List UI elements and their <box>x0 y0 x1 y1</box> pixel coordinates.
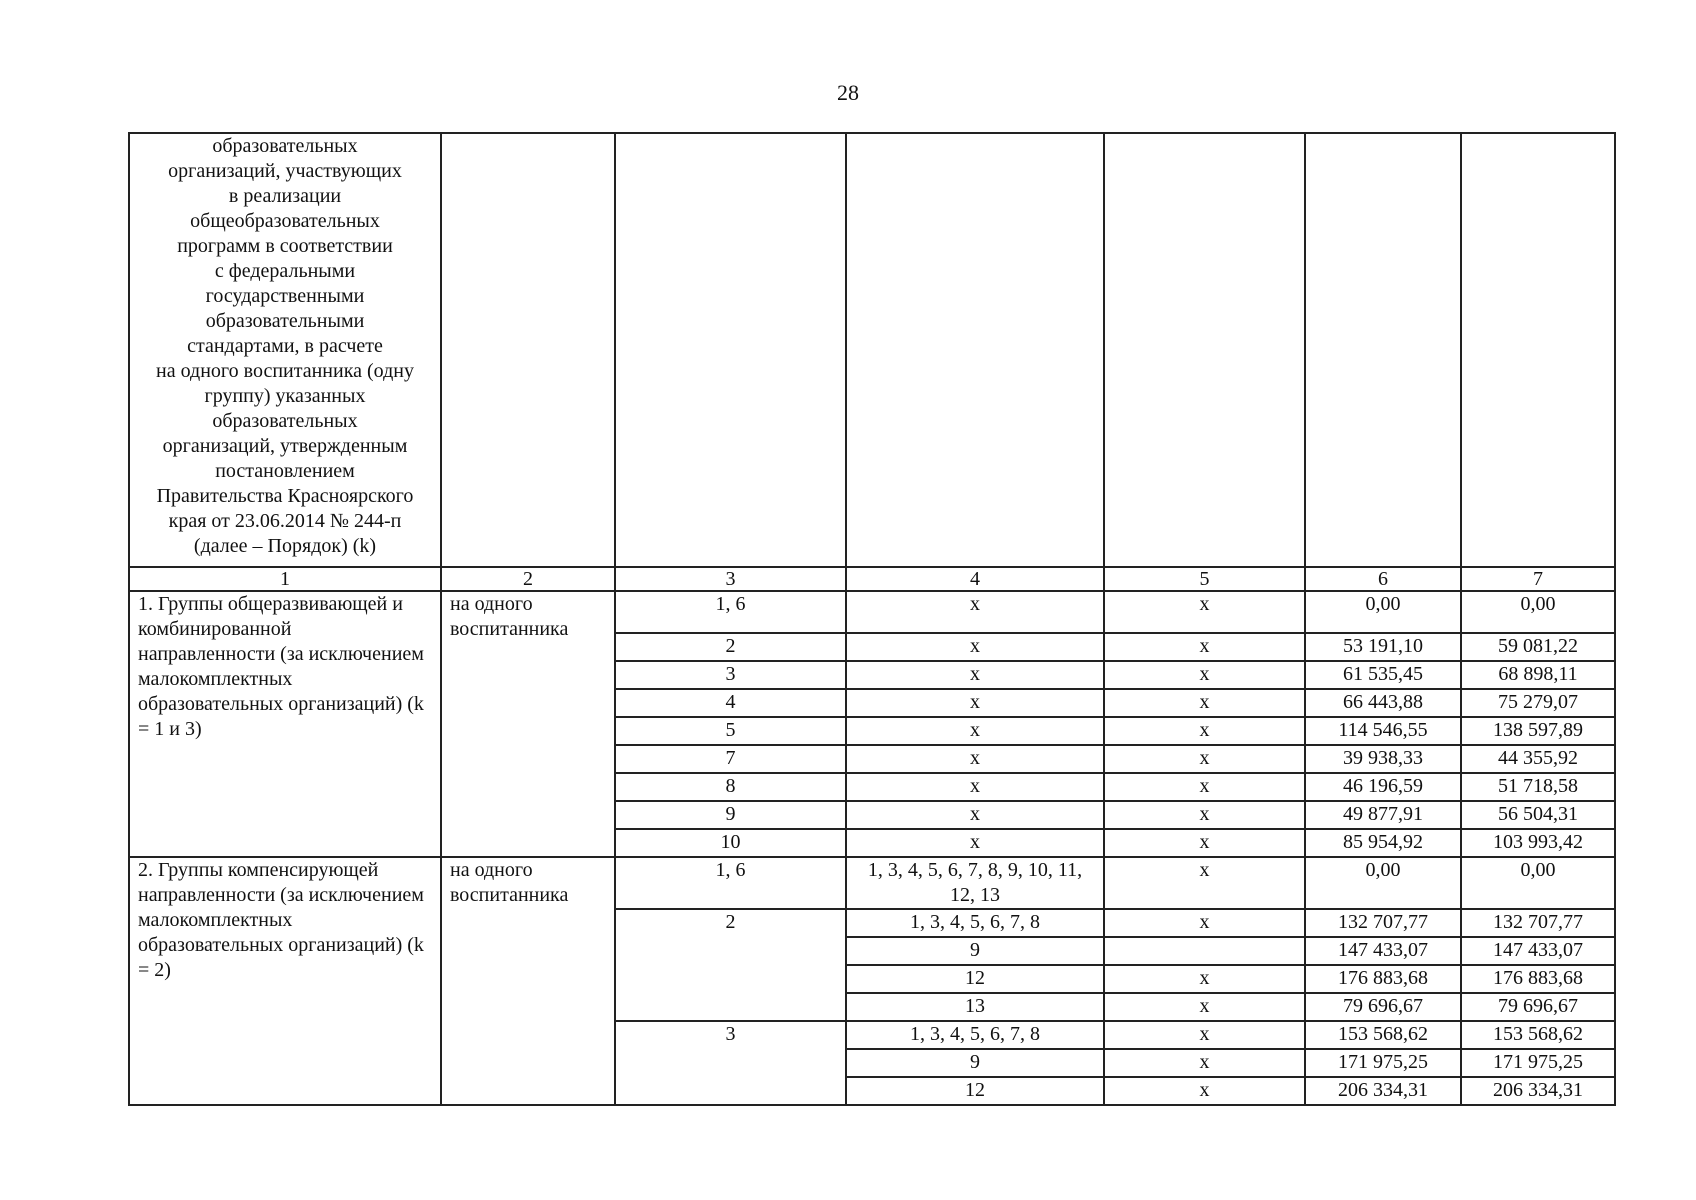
column-number: 1 <box>129 567 441 591</box>
cell-col7: 138 597,89 <box>1461 717 1615 745</box>
cell-col3: 1, 6 <box>615 857 846 909</box>
cell-col7: 0,00 <box>1461 857 1615 909</box>
cell-col4: х <box>846 689 1104 717</box>
group-1-name: 1. Группы общеразвивающей и комбинированной направленности (за исключением малокомплектных образовательных организаций) (k = 1 и 3) <box>129 591 441 857</box>
cell-col5: х <box>1104 909 1305 937</box>
tariff-table <box>128 132 1616 1106</box>
header-line: с федеральными <box>214 260 356 282</box>
cell-col4: 9 <box>846 1049 1104 1077</box>
cell-col6: 176 883,68 <box>1305 965 1461 993</box>
header-column-5 <box>1104 133 1305 567</box>
cell-col3: 8 <box>615 773 846 801</box>
cell-col5: х <box>1104 773 1305 801</box>
cell-col5: х <box>1104 1077 1305 1105</box>
cell-col7: 147 433,07 <box>1461 937 1615 965</box>
header-line: организаций, утвержденным <box>162 435 408 457</box>
column-number: 3 <box>615 567 846 591</box>
cell-col3: 5 <box>615 717 846 745</box>
column-number-row <box>129 567 1615 591</box>
cell-col5: х <box>1104 689 1305 717</box>
cell-col4: х <box>846 633 1104 661</box>
cell-col3: 10 <box>615 829 846 857</box>
cell-col4: 9 <box>846 937 1104 965</box>
cell-col5 <box>1104 937 1305 965</box>
cell-col5: х <box>1104 1049 1305 1077</box>
column-number: 6 <box>1305 567 1461 591</box>
header-column-7 <box>1461 133 1615 567</box>
column-number: 7 <box>1461 567 1615 591</box>
cell-col6: 85 954,92 <box>1305 829 1461 857</box>
cell-col4: 12 <box>846 1077 1104 1105</box>
cell-col4: х <box>846 661 1104 689</box>
cell-col5: х <box>1104 1021 1305 1049</box>
cell-col6: 114 546,55 <box>1305 717 1461 745</box>
header-column-4 <box>846 133 1104 567</box>
cell-col5: х <box>1104 591 1305 633</box>
cell-col6: 147 433,07 <box>1305 937 1461 965</box>
cell-col6: 49 877,91 <box>1305 801 1461 829</box>
cell-col4: 1, 3, 4, 5, 6, 7, 8, 9, 10, 11, 12, 13 <box>846 857 1104 909</box>
cell-col6: 66 443,88 <box>1305 689 1461 717</box>
column-number: 4 <box>846 567 1104 591</box>
cell-col6: 171 975,25 <box>1305 1049 1461 1077</box>
cell-col3: 3 <box>615 1021 846 1105</box>
cell-col6: 61 535,45 <box>1305 661 1461 689</box>
cell-col5: х <box>1104 829 1305 857</box>
cell-col7: 0,00 <box>1461 591 1615 633</box>
column-number: 5 <box>1104 567 1305 591</box>
cell-col4: х <box>846 801 1104 829</box>
column-number: 2 <box>441 567 615 591</box>
cell-col4: 1, 3, 4, 5, 6, 7, 8 <box>846 1021 1104 1049</box>
cell-col7: 171 975,25 <box>1461 1049 1615 1077</box>
cell-col3: 3 <box>615 661 846 689</box>
cell-col6: 0,00 <box>1305 857 1461 909</box>
header-line: государственными <box>205 285 365 307</box>
header-line: организаций, участвующих <box>168 160 402 182</box>
page-number: 28 <box>837 80 859 105</box>
cell-col4: 1, 3, 4, 5, 6, 7, 8 <box>846 909 1104 937</box>
header-line: (далее – Порядок) (k) <box>193 535 377 557</box>
cell-col3: 7 <box>615 745 846 773</box>
table-row <box>129 857 1615 909</box>
cell-col6: 153 568,62 <box>1305 1021 1461 1049</box>
group-1-unit: на одного воспитанника <box>441 591 615 857</box>
cell-col7: 103 993,42 <box>1461 829 1615 857</box>
cell-col5: х <box>1104 993 1305 1021</box>
cell-col5: х <box>1104 717 1305 745</box>
cell-col3: 9 <box>615 801 846 829</box>
cell-col6: 206 334,31 <box>1305 1077 1461 1105</box>
cell-col4: х <box>846 745 1104 773</box>
cell-col7: 68 898,11 <box>1461 661 1615 689</box>
cell-col3: 2 <box>615 633 846 661</box>
cell-col7: 79 696,67 <box>1461 993 1615 1021</box>
cell-col7: 59 081,22 <box>1461 633 1615 661</box>
header-line: образовательных <box>212 135 358 157</box>
cell-col5: х <box>1104 661 1305 689</box>
cell-col6: 79 696,67 <box>1305 993 1461 1021</box>
cell-col4: х <box>846 591 1104 633</box>
cell-col7: 153 568,62 <box>1461 1021 1615 1049</box>
cell-col4: х <box>846 829 1104 857</box>
cell-col6: 132 707,77 <box>1305 909 1461 937</box>
cell-col5: х <box>1104 633 1305 661</box>
cell-col6: 0,00 <box>1305 591 1461 633</box>
cell-col3: 2 <box>615 909 846 1021</box>
cell-col5: х <box>1104 801 1305 829</box>
cell-col7: 56 504,31 <box>1461 801 1615 829</box>
header-line: образовательными <box>205 310 365 332</box>
cell-col7: 176 883,68 <box>1461 965 1615 993</box>
cell-col7: 75 279,07 <box>1461 689 1615 717</box>
table-row <box>129 591 1615 633</box>
header-line: образовательных <box>212 410 358 432</box>
header-line: Правительства Красноярского <box>156 485 414 507</box>
cell-col5: х <box>1104 745 1305 773</box>
cell-col4: 12 <box>846 965 1104 993</box>
cell-col4: х <box>846 717 1104 745</box>
header-continuation-row <box>129 133 1615 567</box>
cell-col7: 206 334,31 <box>1461 1077 1615 1105</box>
header-column-6 <box>1305 133 1461 567</box>
cell-col3: 4 <box>615 689 846 717</box>
cell-col7: 51 718,58 <box>1461 773 1615 801</box>
cell-col6: 46 196,59 <box>1305 773 1461 801</box>
header-column-2 <box>441 133 615 567</box>
header-column-3 <box>615 133 846 567</box>
group-2-unit: на одного воспитанника <box>441 857 615 1105</box>
header-line: программ в соответствии <box>177 235 393 257</box>
group-2-name: 2. Группы компенсирующей направленности (за исключением малокомплектных образовательных организаций) (k = 2) <box>129 857 441 1105</box>
cell-col4: 13 <box>846 993 1104 1021</box>
cell-col5: х <box>1104 965 1305 993</box>
cell-col7: 132 707,77 <box>1461 909 1615 937</box>
cell-col5: х <box>1104 857 1305 909</box>
header-line: постановлением <box>215 460 355 482</box>
header-line: стандартами, в расчете <box>187 335 383 357</box>
cell-col6: 53 191,10 <box>1305 633 1461 661</box>
header-line: общеобразовательных <box>190 210 380 232</box>
cell-col4: х <box>846 773 1104 801</box>
cell-col3: 1, 6 <box>615 591 846 633</box>
header-column-1-text <box>129 133 441 567</box>
header-line: группу) указанных <box>204 385 366 407</box>
header-line: края от 23.06.2014 № 244-п <box>168 510 402 532</box>
cell-col7: 44 355,92 <box>1461 745 1615 773</box>
cell-col6: 39 938,33 <box>1305 745 1461 773</box>
header-line: на одного воспитанника (одну <box>156 360 414 382</box>
header-line: в реализации <box>228 185 342 207</box>
